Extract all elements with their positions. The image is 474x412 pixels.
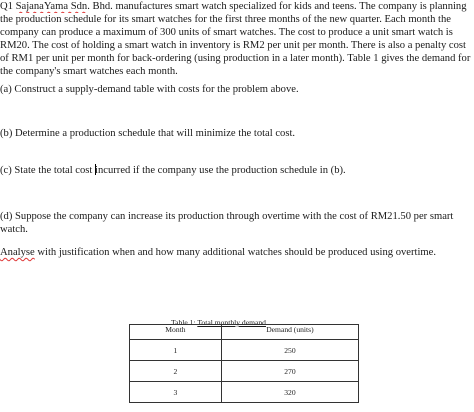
cell-demand: 270 bbox=[221, 361, 358, 382]
table-caption-title: Total monthly demand bbox=[197, 318, 266, 327]
intro-line-1 bbox=[0, 0, 472, 13]
part-e-text bbox=[0, 246, 436, 259]
part-d-text bbox=[0, 210, 472, 236]
part-c-after: incurred if the company use the production schedule in (b). bbox=[95, 165, 346, 176]
question-intro-paragraph bbox=[0, 0, 472, 78]
part-c-before: (c) State the total cost bbox=[0, 165, 96, 176]
table-header-row bbox=[130, 325, 359, 340]
cell-month: 1 bbox=[130, 340, 222, 361]
table-row bbox=[130, 382, 359, 403]
intro-line-1-rest: . Bhd. manufactures smart watch specialized for kids and teens. The company is planning bbox=[87, 1, 467, 12]
intro-line-1-prefix: Q1 bbox=[0, 1, 16, 12]
cell-demand: 250 bbox=[221, 340, 358, 361]
part-e-rest: with justification when and how many additional watches should be produced using overtime. bbox=[34, 247, 437, 258]
cell-demand: 320 bbox=[221, 382, 358, 403]
cell-month: 3 bbox=[130, 382, 222, 403]
part-c-text bbox=[0, 164, 346, 177]
intro-line-4: RM20. The cost of holding a smart watch in inventory is RM2 per unit per month. There is also a penalty cost bbox=[0, 40, 466, 51]
part-d-line-2: watch. bbox=[0, 224, 28, 235]
intro-line-6: the company's smart watches each month. bbox=[0, 66, 178, 77]
table-row bbox=[130, 340, 359, 361]
demand-table bbox=[129, 324, 359, 403]
part-b-text: (b) Determine a production schedule that will minimize the total cost. bbox=[0, 128, 296, 139]
part-a-text: (a) Construct a supply-demand table with costs for the problem above. bbox=[0, 84, 299, 95]
part-d-line-1: (d) Suppose the company can increase its production through overtime with the cost of RM21.50 per smart bbox=[0, 211, 454, 222]
intro-line-2: the production schedule for its smart watches for the first three months of the new quarter. Each month the bbox=[0, 14, 451, 25]
table-row bbox=[130, 361, 359, 382]
intro-line-3: company can produce a maximum of 300 units of smart watches. The cost to produce a unit smart watch is bbox=[0, 27, 453, 38]
cell-month: 2 bbox=[130, 361, 222, 382]
company-name-misspelled: SajanaYama Sdn bbox=[15, 1, 88, 12]
header-demand: Demand (units) bbox=[221, 325, 358, 340]
intro-line-5: of RM1 per unit per month for back-ordering (using production in a later month). Table 1 gives the demand for bbox=[0, 53, 471, 64]
analyse-word-misspelled: Analyse bbox=[0, 247, 35, 258]
header-month: Month bbox=[130, 325, 222, 340]
table-caption-prefix: Table 1: bbox=[171, 318, 198, 327]
